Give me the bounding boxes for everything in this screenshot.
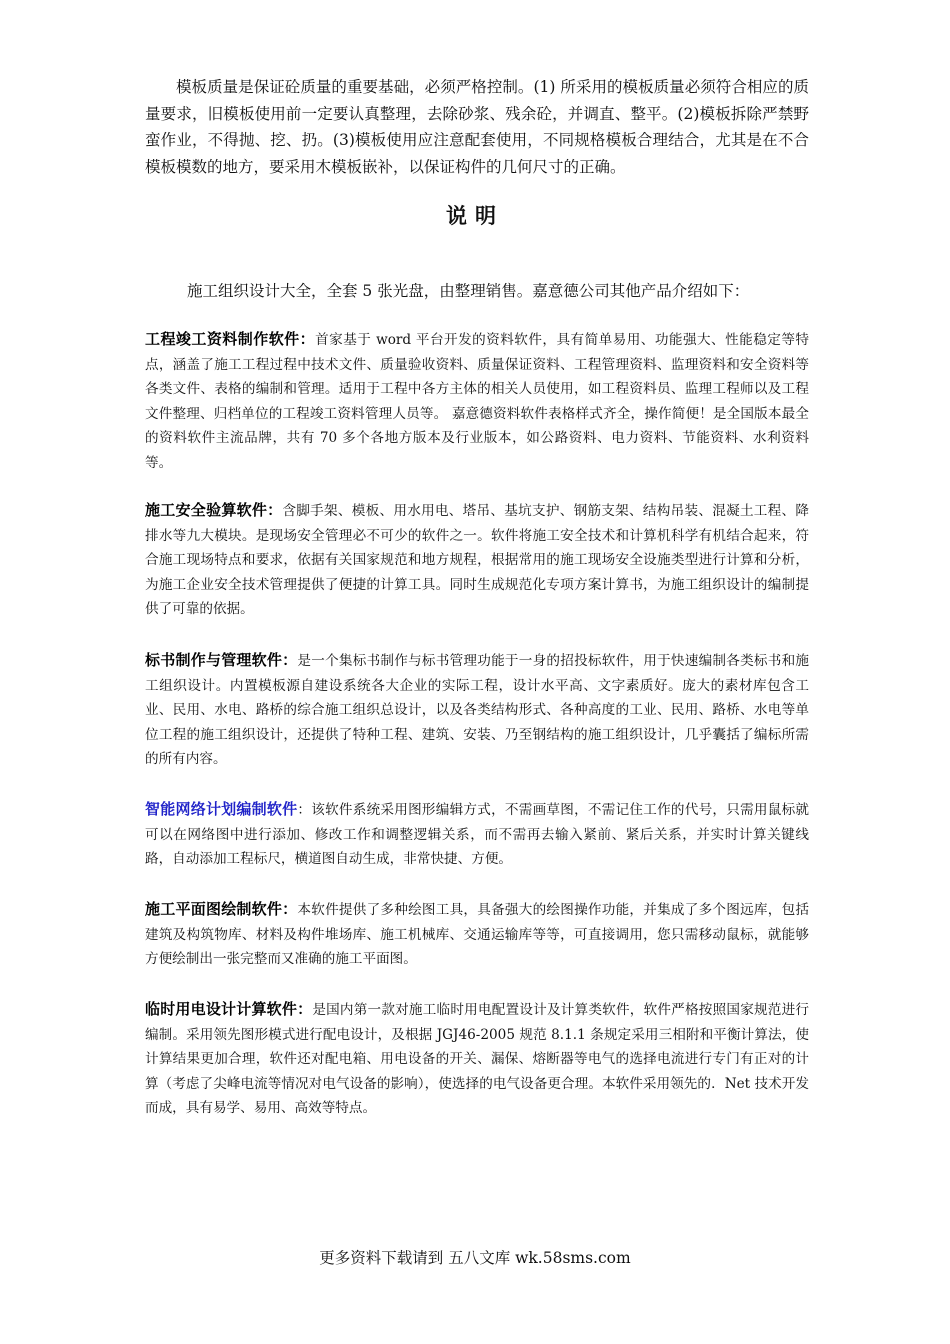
product-label: 施工平面图绘制软件： (145, 900, 298, 918)
product-section-completion-docs (145, 327, 809, 475)
product-intro-line: 施工组织设计大全，全套 5 张光盘，由整理销售。嘉意德公司其他产品介绍如下： (187, 282, 750, 300)
footer-download-link[interactable]: 更多资料下载请到 五八文库 wk.58sms.com (319, 1249, 631, 1267)
intro-paragraph: 模板质量是保证砼质量的重要基础，必须严格控制。(1) 所采用的模板质量必须符合相应的质量要求，旧模板使用前一定要认真整理，去除砂浆、残余砼，并调直、整平。(2)模板拆除严禁野蛮作业，不得抛、挖、扔。(3)模板使用应注意配套使用，不同规格模板合理结合，尤其是在不合模板模数的地方，要采用木模板嵌补，以保证构件的几何尺寸的正确。 (145, 78, 809, 176)
product-description: 是国内第一款对施工临时用电配置设计及计算类软件，软件严格按照国家规范进行编制。采用领先图形模式进行配电设计，及根据 JGJ46-2005 规范 8.1.1 条规定采用三相附和平衡计算法，使计算结果更加合理，软件还对配电箱、用电设备的开关、漏保、熔断器等电气的选择电流进行专门有正对的计算（考虑了尖峰电流等情况对电气设备的影响），使选择的电气设备更合理。本软件采用领先的．Net 技术开发而成，具有易学、易用、高效等特点。 (145, 1002, 809, 1116)
product-section-site-plan (145, 897, 809, 972)
product-label: 施工安全验算软件： (145, 501, 283, 519)
product-description: 是一个集标书制作与标书管理功能于一身的招投标软件，用于快速编制各类标书和施工组织设计。内置模板源自建设系统各大企业的实际工程，设计水平高、文字素质好。庞大的素材库包含工业、民用、水电、路桥的综合施工组织总设计，以及各类结构形式、各种高度的工业、民用、路桥、水电等单位工程的施工组织设计，还提供了特种工程、建筑、安装、乃至钢结构的施工组织设计，几乎囊括了编标所需的所有内容。 (145, 653, 809, 767)
product-section-temp-power (145, 997, 809, 1121)
product-description: ：该软件系统采用图形编辑方式，不需画草图，不需记住工作的代号，只需用鼠标就可以在网络图中进行添加、修改工作和调整逻辑关系，而不需再去输入紧前、紧后关系，并实时计算关键线路，自动添加工程标尺，横道图自动生成，非常快捷、方便。 (145, 802, 809, 867)
product-label: 临时用电设计计算软件： (145, 1000, 313, 1018)
product-section-network-plan (145, 797, 809, 872)
product-label: 智能网络计划编制软件 (145, 800, 298, 818)
product-description: 本软件提供了多种绘图工具，具备强大的绘图操作功能，并集成了多个图远库，包括建筑及构筑物库、材料及构件堆场库、施工机械库、交通运输库等等，可直接调用，您只需移动鼠标，就能够方便绘制出一张完整而又准确的施工平面图。 (145, 902, 809, 967)
page-title: 说明 (446, 204, 504, 228)
product-section-bid-docs (145, 648, 809, 772)
product-label: 工程竣工资料制作软件： (145, 330, 316, 348)
product-label: 标书制作与管理软件： (145, 651, 298, 669)
product-description: 含脚手架、模板、用水用电、塔吊、基坑支护、钢筋支架、结构吊装、混凝土工程、降排水等九大模块。是现场安全管理必不可少的软件之一。软件将施工安全技术和计算机科学有机结合起来，符合施工现场特点和要求，依据有关国家规范和地方规程，根据常用的施工现场安全设施类型进行计算和分析，为施工企业安全技术管理提供了便捷的计算工具。同时生成规范化专项方案计算书，为施工组织设计的编制提供了可靠的依据。 (145, 503, 809, 617)
product-description: 首家基于 word 平台开发的资料软件，具有简单易用、功能强大、性能稳定等特点，涵盖了施工工程过程中技术文件、质量验收资料、质量保证资料、工程管理资料、监理资料和安全资料等各类文件、表格的编制和管理。适用于工程中各方主体的相关人员使用，如工程资料员、监理工程师以及工程文件整理、归档单位的工程竣工资料管理人员等。 嘉意德资料软件表格样式齐全，操作简便！是全国版本最全的资料软件主流品牌，共有 70 多个各地方版本及行业版本，如公路资料、电力资料、节能资料、水利资料等。 (145, 332, 809, 471)
product-section-safety-calc (145, 498, 809, 622)
